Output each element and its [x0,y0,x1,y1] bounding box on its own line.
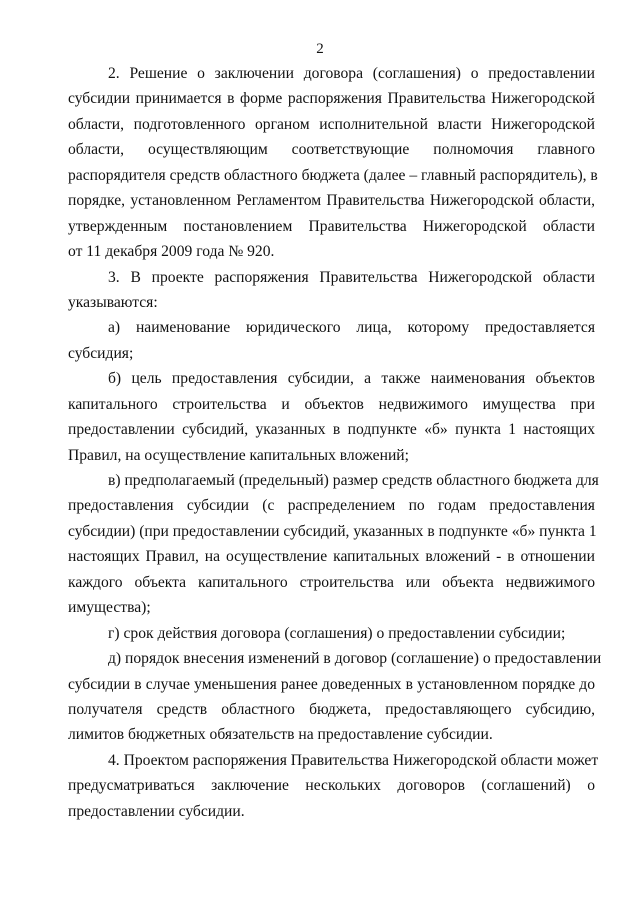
text-line: лимитов бюджетных обязательств на предоставление субсидии. [68,726,493,744]
text-line: порядке, установленном Регламентом Правительства Нижегородской области, [68,192,595,210]
text-line: утвержденным постановлением Правительства Нижегородской области [68,217,595,235]
text-line: распорядителя средств областного бюджета (далее – главный распорядитель), в [68,166,598,184]
page-number: 2 [316,41,324,57]
text-line: предоставлении субсидий, указанных в подпункте «б» пункта 1 настоящих [68,421,595,439]
text-line: 3. В проекте распоряжения Правительства Нижегородской области [108,268,595,286]
text-line: 4. Проектом распоряжения Правительства Нижегородской области может [108,751,599,769]
text-line: субсидии в случае уменьшения ранее доведенных в установленном порядке до [68,675,595,693]
text-line: настоящих Правил, на осуществление капитальных вложений - в отношении [68,548,595,566]
text-line: указываются: [68,293,158,311]
text-line: д) порядок внесения изменений в договор (соглашение) о предоставлении [108,650,602,668]
text-line: предусматриваться заключение нескольких договоров (соглашений) о [68,777,595,795]
text-line: субсидия; [68,344,134,362]
text-line: Правил, на осуществление капитальных вложений; [68,446,409,464]
text-line: каждого объекта капитального строительства или объекта недвижимого [68,573,595,591]
text-line: предоставлении субсидии. [68,802,245,820]
text-line: субсидии принимается в форме распоряжения Правительства Нижегородской [68,90,595,108]
text-line: области, осуществляющим соответствующие полномочия главного [68,141,595,159]
text-line: получателя средств областного бюджета, предоставляющего субсидию, [68,700,595,718]
text-line: области, подготовленного органом исполнительной власти Нижегородской [68,115,595,133]
text-line: в) предполагаемый (предельный) размер средств областного бюджета для [108,472,599,489]
document-body [68,61,602,824]
text-line: субсидии) (при предоставлении субсидий, указанных в подпункте «б» пункта 1 [68,522,597,540]
text-line: а) наименование юридического лица, которому предоставляется [108,319,595,337]
text-line: от 11 декабря 2009 года № 920. [68,243,275,261]
text-line: предоставления субсидии (с распределением по годам предоставления [68,497,595,515]
text-line: г) срок действия договора (соглашения) о предоставлении субсидии; [108,624,566,642]
text-line: 2. Решение о заключении договора (соглашения) о предоставлении [108,65,595,82]
text-line: капитального строительства и объектов недвижимого имущества при [68,395,595,413]
text-line: б) цель предоставления субсидии, а также наименования объектов [108,370,595,388]
text-line: имущества); [68,599,151,617]
